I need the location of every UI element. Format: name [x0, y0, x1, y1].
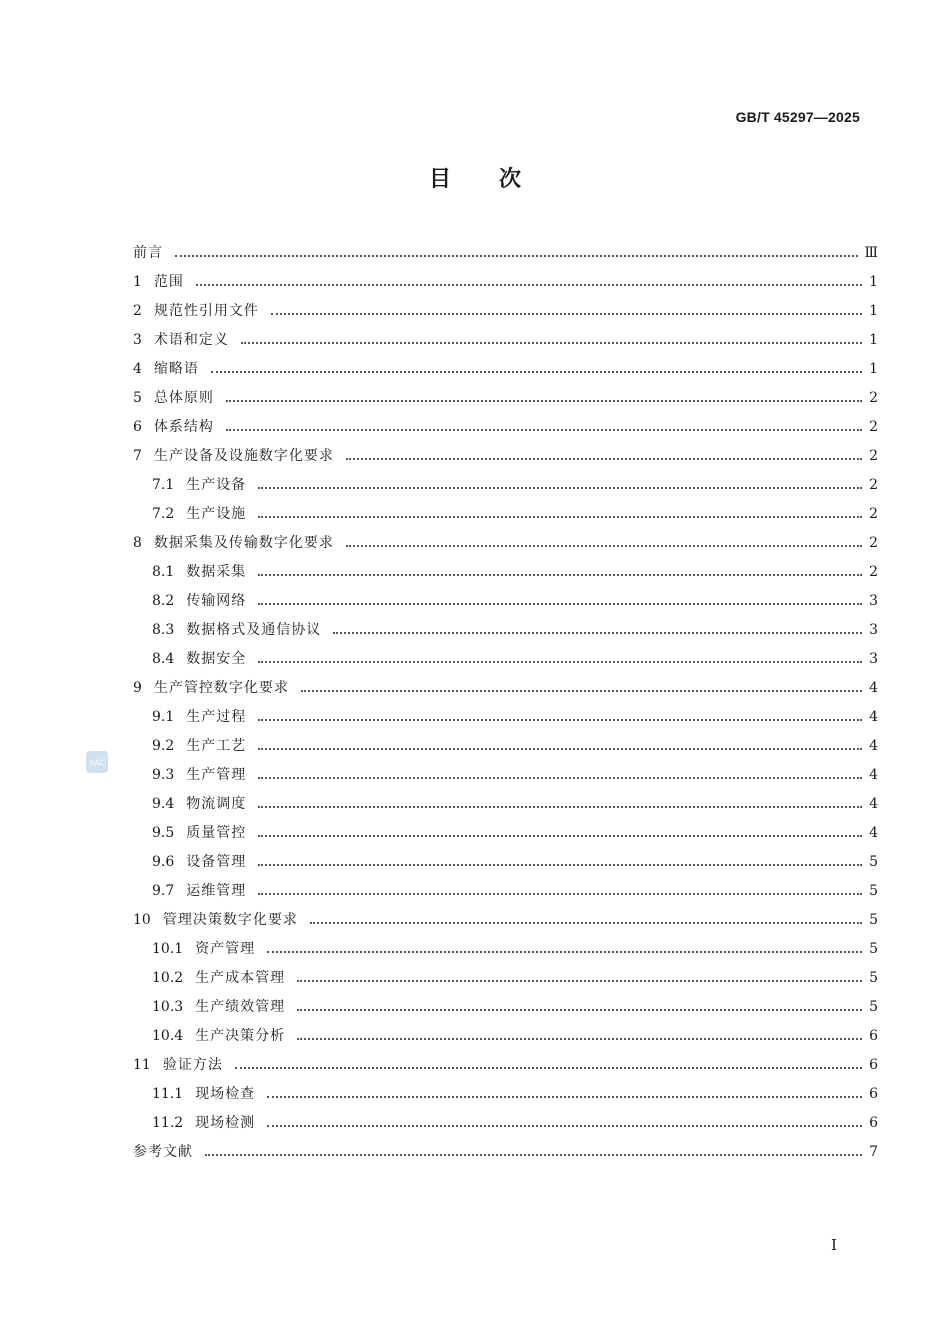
toc-entry-label: 管理决策数字化要求	[162, 912, 298, 928]
toc-title-char-2: 次	[499, 167, 522, 192]
toc-entry-number: 8	[133, 535, 142, 551]
toc-title-char-1: 目	[428, 167, 451, 192]
toc-entry-number: 10	[133, 912, 151, 928]
toc-entry-page: 4	[869, 709, 878, 725]
toc-entry-number: 7.2	[152, 506, 175, 522]
toc-entry-label: 生产工艺	[186, 738, 247, 754]
toc-entry-page: 1	[869, 303, 878, 319]
watermark-text: SAC	[88, 758, 106, 768]
toc-entry-label: 体系结构	[153, 419, 214, 435]
toc-entry-label: 范围	[153, 274, 184, 290]
toc-entry-label: 现场检测	[195, 1115, 256, 1131]
toc-entry[interactable]	[133, 703, 878, 732]
toc-entry-label: 运维管理	[186, 883, 247, 899]
toc-entry-page: 6	[869, 1086, 878, 1102]
toc-dot-leader	[258, 587, 862, 616]
toc-entry-number: 11.1	[152, 1086, 184, 1102]
toc-entry[interactable]	[133, 790, 878, 819]
toc-entry-page: 5	[869, 912, 878, 928]
toc-entry-page: 5	[869, 854, 878, 870]
toc-entry-label: 生产设备	[186, 477, 247, 493]
toc-entry-page: 4	[869, 767, 878, 783]
toc-dot-leader	[258, 471, 862, 500]
toc-entry[interactable]	[133, 471, 878, 500]
toc-dot-leader	[297, 964, 862, 993]
toc-entry-number: 9.7	[152, 883, 175, 899]
toc-entry-number: 7.1	[152, 477, 175, 493]
toc-entry-page: 4	[869, 738, 878, 754]
toc-entry-page: 5	[869, 941, 878, 957]
toc-entry[interactable]	[133, 848, 878, 877]
toc-entry-label: 生产绩效管理	[195, 999, 286, 1015]
toc-entry[interactable]	[133, 645, 878, 674]
toc-entry-number: 2	[133, 303, 142, 319]
toc-entry[interactable]	[133, 413, 878, 442]
toc-entry-number: 10.4	[152, 1028, 184, 1044]
toc-entry-page: 6	[869, 1115, 878, 1131]
toc-dot-leader	[196, 268, 862, 297]
toc-entry-page: 6	[869, 1057, 878, 1073]
toc-dot-leader	[258, 761, 862, 790]
toc-entry-number: 6	[133, 419, 142, 435]
toc-dot-leader	[258, 558, 862, 587]
toc-dot-leader	[297, 1022, 862, 1051]
toc-entry[interactable]	[133, 906, 878, 935]
toc-dot-leader	[310, 906, 862, 935]
toc-entry-page: 2	[869, 448, 878, 464]
toc-entry[interactable]	[133, 1022, 878, 1051]
toc-entry-label: 参考文献	[133, 1144, 193, 1160]
toc-entry-number: 1	[133, 274, 142, 290]
toc-entry-label: 规范性引用文件	[153, 303, 259, 319]
toc-entry-number: 9.2	[152, 738, 175, 754]
toc-dot-leader	[241, 326, 862, 355]
toc-dot-leader	[297, 993, 862, 1022]
toc-entry-page: 7	[869, 1144, 878, 1160]
toc-entry-page: 5	[869, 970, 878, 986]
toc-entry-label: 质量管控	[186, 825, 247, 841]
toc-dot-leader	[346, 529, 862, 558]
toc-entry-label: 资产管理	[195, 941, 256, 957]
toc-dot-leader	[258, 790, 862, 819]
toc-entry-label: 数据采集	[186, 564, 247, 580]
toc-entry-number: 9.4	[152, 796, 175, 812]
toc-entry-number: 9.3	[152, 767, 175, 783]
toc-entry[interactable]	[133, 384, 878, 413]
toc-entry[interactable]	[133, 1138, 878, 1167]
toc-entry-label: 生产管控数字化要求	[153, 680, 289, 696]
toc-entry-number: 7	[133, 448, 142, 464]
toc-entry-page: 2	[869, 477, 878, 493]
toc-dot-leader	[301, 674, 862, 703]
toc-entry-label: 生产设施	[186, 506, 247, 522]
toc-entry[interactable]	[133, 558, 878, 587]
toc-entry-page: 1	[869, 274, 878, 290]
toc-entry[interactable]	[133, 326, 878, 355]
toc-entry-label: 验证方法	[162, 1057, 223, 1073]
toc-entry-page: 2	[869, 419, 878, 435]
toc-entry-page: 6	[869, 1028, 878, 1044]
toc-entry-page: 1	[869, 361, 878, 377]
toc-entry-label: 数据采集及传输数字化要求	[153, 535, 334, 551]
toc-dot-leader	[258, 877, 862, 906]
toc-entry-number: 10.3	[152, 999, 184, 1015]
toc-entry[interactable]	[133, 587, 878, 616]
toc-entry-label: 生产管理	[186, 767, 247, 783]
toc-entry[interactable]	[133, 732, 878, 761]
toc-dot-leader	[205, 1138, 862, 1167]
toc-entry[interactable]	[133, 442, 878, 471]
toc-entry-page: 2	[869, 506, 878, 522]
toc-entry-page: 4	[869, 825, 878, 841]
toc-entry[interactable]	[133, 297, 878, 326]
toc-entry[interactable]	[133, 1109, 878, 1138]
toc-dot-leader	[175, 239, 858, 268]
toc-entry[interactable]	[133, 500, 878, 529]
toc-dot-leader	[267, 1109, 862, 1138]
toc-entry-page: 3	[869, 622, 878, 638]
toc-entry-page: 3	[869, 593, 878, 609]
toc-entry-label: 数据安全	[186, 651, 247, 667]
toc-entry[interactable]	[133, 616, 878, 645]
toc-dot-leader	[271, 297, 862, 326]
toc-dot-leader	[258, 819, 862, 848]
toc-entry[interactable]	[133, 1051, 878, 1080]
sac-watermark-logo	[85, 750, 109, 774]
toc-dot-leader	[235, 1051, 862, 1080]
toc-entry-label: 总体原则	[153, 390, 214, 406]
toc-dot-leader	[267, 935, 862, 964]
toc-entry[interactable]	[133, 935, 878, 964]
toc-entry-number: 3	[133, 332, 142, 348]
toc-dot-leader	[258, 703, 862, 732]
toc-entry-number: 9.6	[152, 854, 175, 870]
toc-entry-number: 8.2	[152, 593, 175, 609]
toc-entry-number: 8.1	[152, 564, 175, 580]
toc-entry-label: 生产成本管理	[195, 970, 286, 986]
toc-dot-leader	[346, 442, 862, 471]
toc-dot-leader	[267, 1080, 862, 1109]
toc-entry-label: 设备管理	[186, 854, 247, 870]
toc-entry-page: 4	[869, 680, 878, 696]
toc-entry-label: 物流调度	[186, 796, 247, 812]
toc-entry-number: 9.5	[152, 825, 175, 841]
toc-entry[interactable]	[133, 355, 878, 384]
toc-entry-number: 4	[133, 361, 142, 377]
toc-dot-leader	[258, 645, 862, 674]
toc-entry-label: 生产过程	[186, 709, 247, 725]
toc-entry-label: 前言	[133, 245, 163, 261]
toc-dot-leader	[226, 413, 862, 442]
toc-entry-page: 5	[869, 999, 878, 1015]
toc-dot-leader	[333, 616, 862, 645]
toc-entry-page: 2	[869, 564, 878, 580]
page-folio: Ⅰ	[831, 1236, 837, 1254]
toc-dot-leader	[226, 384, 862, 413]
toc-entry-label: 生产决策分析	[195, 1028, 286, 1044]
toc-dot-leader	[211, 355, 862, 384]
toc-entry-page: 1	[869, 332, 878, 348]
toc-dot-leader	[258, 848, 862, 877]
toc-entry[interactable]	[133, 268, 878, 297]
toc-entry[interactable]	[133, 877, 878, 906]
toc-entry[interactable]	[133, 819, 878, 848]
toc-entry-number: 11	[133, 1057, 151, 1073]
toc-entry-number: 5	[133, 390, 142, 406]
toc-entry[interactable]	[133, 993, 878, 1022]
toc-entry[interactable]	[133, 761, 878, 790]
toc-entry-label: 缩略语	[153, 361, 199, 377]
toc-entry[interactable]	[133, 1080, 878, 1109]
toc-entry-label: 现场检查	[195, 1086, 256, 1102]
toc-entry-number: 8.3	[152, 622, 175, 638]
standard-code: GB/T 45297—2025	[735, 109, 860, 125]
toc-entry-number: 9.1	[152, 709, 175, 725]
toc-entry-label: 生产设备及设施数字化要求	[153, 448, 334, 464]
toc-entry-label: 数据格式及通信协议	[186, 622, 322, 638]
toc-entry-page: 4	[869, 796, 878, 812]
toc-dot-leader	[258, 500, 862, 529]
toc-entry-label: 术语和定义	[153, 332, 229, 348]
toc-title	[0, 162, 950, 193]
toc-entry-number: 10.2	[152, 970, 184, 986]
toc-entry-label: 传输网络	[186, 593, 247, 609]
toc-entry-number: 8.4	[152, 651, 175, 667]
toc-entry-number: 9	[133, 680, 142, 696]
table-of-contents	[133, 239, 878, 1167]
toc-entry-number: 10.1	[152, 941, 184, 957]
toc-dot-leader	[258, 732, 862, 761]
toc-entry-page: 2	[869, 535, 878, 551]
toc-entry-number: 11.2	[152, 1115, 184, 1131]
toc-entry-page: 2	[869, 390, 878, 406]
toc-entry[interactable]	[133, 529, 878, 558]
toc-entry-page: 3	[869, 651, 878, 667]
toc-entry-page: 5	[869, 883, 878, 899]
toc-entry[interactable]	[133, 239, 878, 268]
toc-entry[interactable]	[133, 674, 878, 703]
toc-entry-page: Ⅲ	[864, 245, 878, 261]
toc-entry[interactable]	[133, 964, 878, 993]
